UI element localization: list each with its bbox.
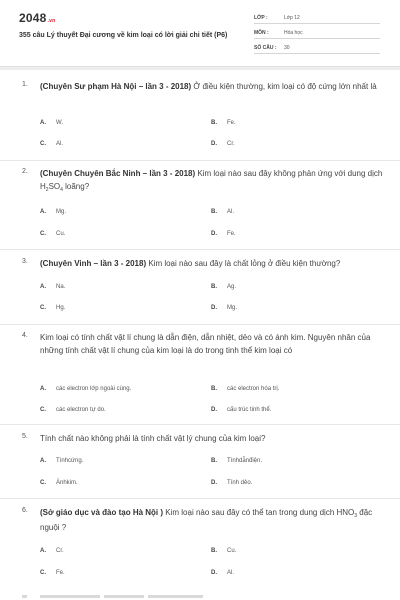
option-letter: D. bbox=[211, 480, 217, 486]
option-text: Cu. bbox=[227, 548, 237, 554]
question-divider bbox=[0, 160, 400, 161]
question-source: (Sở giáo dục và đào tạo Hà Nội ) bbox=[40, 508, 164, 517]
question-number: 4. bbox=[22, 332, 28, 339]
option-c[interactable] bbox=[40, 231, 200, 239]
question-number: 5. bbox=[22, 433, 28, 440]
option-text: Fe. bbox=[227, 120, 236, 126]
question-body: Kim loại nào sau đây là chất lỏng ở điều kiện thường? bbox=[146, 259, 341, 268]
option-letter: C. bbox=[40, 305, 46, 311]
option-c[interactable] bbox=[40, 570, 200, 578]
option-text: Na. bbox=[56, 284, 66, 290]
option-text: các electron hóa trị. bbox=[227, 386, 280, 392]
option-letter: C. bbox=[40, 407, 46, 413]
question-number: 3. bbox=[22, 258, 28, 265]
option-letter: C. bbox=[40, 570, 46, 576]
question-divider bbox=[0, 249, 400, 250]
question-text: Kim loại có tính chất vật lí chung là dẫn điện, dẫn nhiệt, dẻo và có ánh kim. Nguyên nhân của những tính chất vật lí chung của kim loại là do trong tinh thể kim loại có bbox=[40, 333, 371, 355]
option-letter: D. bbox=[211, 407, 217, 413]
option-letter: A. bbox=[40, 386, 46, 392]
option-a[interactable] bbox=[40, 284, 200, 292]
option-b[interactable] bbox=[211, 458, 381, 466]
subscript: 4 bbox=[60, 187, 63, 193]
next-question-cutoff bbox=[22, 592, 222, 600]
option-letter: D. bbox=[211, 305, 217, 311]
question-text: Tính chất nào không phải là tính chất vật lý chung của kim loại? bbox=[40, 434, 266, 443]
question-3 bbox=[0, 257, 400, 323]
question-body-end: đặc nguội ? bbox=[40, 508, 373, 532]
meta-class-value: Lớp 12 bbox=[284, 15, 300, 21]
question-body: Kim loại nào sau đây có thể tan trong dung dịch HNO bbox=[163, 508, 355, 517]
option-text: Tínhcứng. bbox=[56, 458, 84, 464]
subscript: 2 bbox=[45, 187, 49, 193]
option-text: Cr. bbox=[227, 141, 235, 147]
option-b[interactable] bbox=[211, 209, 381, 217]
option-d[interactable] bbox=[211, 570, 381, 578]
option-text: Cr. bbox=[56, 548, 64, 554]
option-letter: C. bbox=[40, 480, 46, 486]
question-6 bbox=[0, 506, 400, 586]
question-text bbox=[40, 506, 385, 534]
option-letter: B. bbox=[211, 209, 217, 215]
question-number: 2. bbox=[22, 168, 28, 175]
option-letter: B. bbox=[211, 386, 217, 392]
option-letter: A. bbox=[40, 120, 46, 126]
option-c[interactable] bbox=[40, 305, 200, 313]
question-2 bbox=[0, 167, 400, 247]
meta-class bbox=[254, 14, 380, 24]
option-text: Cu. bbox=[56, 231, 66, 237]
subscript: 3 bbox=[354, 513, 358, 519]
option-text: W. bbox=[56, 120, 63, 126]
option-text: cấu trúc tinh thể. bbox=[227, 407, 272, 413]
option-text: Ánhkim. bbox=[56, 480, 78, 486]
option-text: Al. bbox=[56, 141, 64, 147]
question-source: (Chuyên Chuyên Bắc Ninh – lần 3 - 2018) bbox=[40, 169, 196, 178]
option-text: Al. bbox=[227, 209, 235, 215]
option-text: Fe. bbox=[56, 570, 65, 576]
option-a[interactable] bbox=[40, 120, 200, 128]
option-letter: A. bbox=[40, 548, 46, 554]
option-letter: A. bbox=[40, 209, 46, 215]
question-divider bbox=[0, 424, 400, 425]
option-letter: A. bbox=[40, 284, 46, 290]
header-divider bbox=[0, 66, 400, 70]
meta-count-value: 30 bbox=[284, 45, 290, 51]
option-letter: B. bbox=[211, 120, 217, 126]
option-letter: D. bbox=[211, 570, 217, 576]
option-letter: B. bbox=[211, 284, 217, 290]
option-c[interactable] bbox=[40, 480, 200, 488]
option-text: Mg. bbox=[56, 209, 67, 215]
question-text bbox=[40, 80, 385, 93]
option-a[interactable] bbox=[40, 458, 200, 466]
question-body: Kim loại nào sau đây không phản ứng với dung dịch H bbox=[40, 169, 383, 191]
option-text: Tínhdẫnđiện. bbox=[227, 458, 263, 464]
option-text: các electron lớp ngoài cùng. bbox=[56, 386, 132, 392]
question-source: (Chuyên Vinh – lần 3 - 2018) bbox=[40, 259, 147, 268]
meta-subject-label: MÔN : bbox=[254, 30, 269, 36]
option-letter: A. bbox=[40, 458, 46, 464]
option-d[interactable] bbox=[211, 231, 381, 239]
question-1 bbox=[0, 80, 400, 160]
meta-class-label: LỚP : bbox=[254, 15, 268, 21]
option-text: Al. bbox=[227, 570, 235, 576]
logo-suffix: .vn bbox=[47, 18, 56, 24]
document-title: 355 câu Lý thuyết Đại cương về kim loại có lời giải chi tiết (P6) bbox=[19, 32, 228, 39]
meta-subject bbox=[254, 29, 380, 39]
option-text: Mg. bbox=[227, 305, 238, 311]
option-letter: C. bbox=[40, 141, 46, 147]
option-text: Ag. bbox=[227, 284, 237, 290]
logo-main: 2048 bbox=[19, 11, 47, 25]
option-b[interactable] bbox=[211, 386, 381, 394]
worksheet-header bbox=[0, 0, 400, 64]
option-b[interactable] bbox=[211, 120, 381, 128]
question-text bbox=[40, 167, 385, 195]
option-d[interactable] bbox=[211, 407, 381, 415]
option-c[interactable] bbox=[40, 407, 200, 415]
option-a[interactable] bbox=[40, 386, 200, 394]
option-letter: B. bbox=[211, 548, 217, 554]
formula-part: SO bbox=[48, 182, 61, 191]
question-divider bbox=[0, 498, 400, 499]
question-body-end: loãng? bbox=[62, 182, 90, 191]
option-letter: D. bbox=[211, 231, 217, 237]
meta-subject-value: Hóa học bbox=[284, 30, 303, 36]
question-number: 6. bbox=[22, 507, 28, 514]
option-letter: D. bbox=[211, 141, 217, 147]
question-divider bbox=[0, 324, 400, 325]
question-text bbox=[40, 257, 385, 270]
question-number: 1. bbox=[22, 81, 28, 88]
question-4 bbox=[0, 331, 400, 423]
option-d[interactable] bbox=[211, 305, 381, 313]
option-b[interactable] bbox=[211, 548, 381, 556]
option-d[interactable] bbox=[211, 480, 381, 488]
option-b[interactable] bbox=[211, 284, 381, 292]
meta-question-count bbox=[254, 44, 380, 54]
meta-count-label: SỐ CÂU : bbox=[254, 45, 277, 51]
question-source: (Chuyên Sư phạm Hà Nội – lần 3 - 2018) bbox=[40, 82, 192, 91]
site-logo[interactable] bbox=[19, 11, 55, 25]
option-text: Fe. bbox=[227, 231, 236, 237]
option-c[interactable] bbox=[40, 141, 200, 149]
option-text: các electron tự do. bbox=[56, 407, 106, 413]
option-d[interactable] bbox=[211, 141, 381, 149]
option-a[interactable] bbox=[40, 209, 200, 217]
question-5 bbox=[0, 432, 400, 498]
option-letter: C. bbox=[40, 231, 46, 237]
option-text: Hg. bbox=[56, 305, 66, 311]
option-a[interactable] bbox=[40, 548, 200, 556]
option-letter: B. bbox=[211, 458, 217, 464]
option-text: Tính dẻo. bbox=[227, 480, 253, 486]
question-body: Ở điều kiện thường, kim loại có độ cứng lớn nhất là bbox=[191, 82, 377, 91]
